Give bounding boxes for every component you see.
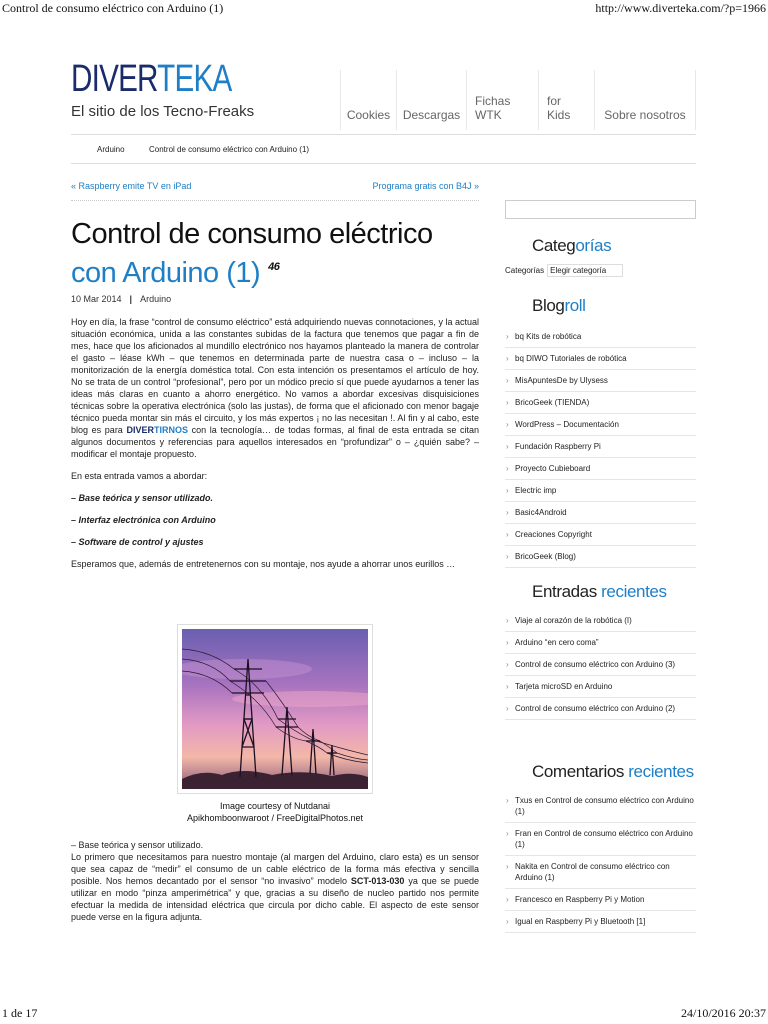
intro-text-1: Hoy en día, la frase “control de consumo eléctrico” está adquiriendo nuevas connotaciones, y la actual situación económica, unida a las constantes subidas de la factura que tenemos que pagar a fin de mes, hace que los aficionados al mundillo electrónico nos hayamos planteado la manera de controlar el gasto – léase kWh – que tenemos en determinada parte de nuestra casa o – incluso – la monitorización de la energía doméstica total. Con esta intención os presentamos el artículo de hoy. No se trata de un control “profesional”, pero por un módico precio sí que puede ayudarnos a tener las ideas más claras en cuanto a ahorro energético. No vamos a abordar excesivas disquisiciones técnicas sobre la operativa electrónica (solo las justas), de forma que el aficionado con menor bagaje técnico pueda montar sin más el circuito, y los más expertos ¡ no las necesitan !. Al fin y al cabo, este blog es para: [71, 317, 479, 435]
blogroll-item[interactable]: › bq Kits de robótica: [505, 326, 696, 348]
post-meta: [71, 294, 171, 304]
power-lines-sunset-image: [182, 629, 368, 789]
nav-item-descargas[interactable]: Descargas: [397, 70, 467, 130]
recent-post-item[interactable]: › Viaje al corazón de la robótica (I): [505, 610, 696, 632]
recent-post-item[interactable]: › Control de consumo eléctrico con Arduino (2): [505, 698, 696, 720]
print-footer: [0, 1004, 768, 1024]
post-body: [71, 316, 479, 570]
blogroll-item[interactable]: › Basic4Android: [505, 502, 696, 524]
recent-comments-list: [505, 790, 696, 933]
next-post-link[interactable]: Programa gratis con B4J »: [372, 181, 479, 191]
recent-comment-item[interactable]: › Fran en Control de consumo eléctrico con Arduino (1): [505, 823, 696, 856]
recent-comment-item[interactable]: › Nakita en Control de consumo eléctrico con Arduino (1): [505, 856, 696, 889]
post-body-section: [71, 839, 479, 923]
post-title: [71, 218, 471, 290]
prev-post-link[interactable]: « Raspberry emite TV en iPad: [71, 181, 192, 191]
print-page-number: 1 de 17: [2, 1006, 38, 1020]
section-text-1: Lo primero que necesitamos para nuestro montaje (al margen del Arduino, claro esta) es un sensor que sea capaz de “medir” el consumo de un cable eléctrico de la forma más efectiva y sencilla posible. Nos hemos decantado por el sensor “no invasivo” modelo: [71, 852, 479, 886]
blogroll-item[interactable]: › MisApuntesDe by Ulysess: [505, 370, 696, 392]
topic-3: – Software de control y ajustes: [71, 537, 204, 547]
print-url: http://www.diverteka.com/?p=1966: [595, 1, 766, 15]
recent-comments-title-b: recientes: [628, 762, 694, 781]
categories-title: [532, 236, 611, 256]
meta-separator: |: [129, 294, 133, 304]
recent-posts-list: [505, 610, 696, 720]
intro-text-2: con la tecnología… de todas formas, al final de esta entrada se citan algunos documentos y referencias para aquellos interesados en “profundizar” o – ¿quién sabe? – modificar el montaje propuesto.: [71, 425, 479, 459]
site-tagline: El sitio de los Tecno-Freaks: [71, 103, 255, 120]
blogroll-item[interactable]: › Electric imp: [505, 480, 696, 502]
blogroll-item[interactable]: › Proyecto Cubieboard: [505, 458, 696, 480]
sensor-model: SCT-013-030: [350, 876, 405, 886]
print-datetime: 24/10/2016 20:37: [680, 1006, 766, 1020]
recent-comment-item[interactable]: › Igual en Raspberry Pi y Bluetooth [1]: [505, 911, 696, 933]
blogroll-list: [505, 326, 696, 568]
categories-title-a: Categ: [532, 236, 576, 255]
nav-item-for-kids[interactable]: for Kids: [539, 70, 595, 130]
divider: [71, 200, 479, 201]
post-title-part-b: con Arduino (1): [71, 257, 261, 289]
blogroll-title: [532, 296, 586, 316]
main-nav: [340, 70, 696, 130]
categories-select[interactable]: Elegir categoría: [547, 264, 623, 277]
post-date: 10 Mar 2014: [71, 294, 122, 304]
print-header: [0, 0, 768, 18]
nav-item-cookies[interactable]: Cookies: [341, 70, 397, 130]
caption-line-2: Apikhomboonwaroot / FreeDigitalPhotos.net: [186, 813, 364, 823]
breadcrumb-current: Control de consumo eléctrico con Arduino (1): [149, 145, 310, 154]
blogroll-item[interactable]: › bq DIWO Tutoriales de robótica: [505, 348, 696, 370]
recent-posts-title-b: recientes: [601, 582, 667, 601]
closing-paragraph: Esperamos que, además de entretenernos con su montaje, nos ayude a ahorrar unos eurillos …: [71, 559, 456, 569]
recent-post-item[interactable]: › Control de consumo eléctrico con Arduino (3): [505, 654, 696, 676]
post-category[interactable]: Arduino: [140, 294, 172, 304]
logo-text-b: TEKA: [157, 58, 232, 100]
print-title: Control de consumo eléctrico con Arduino (1): [2, 1, 224, 15]
recent-comments-title: [532, 762, 694, 782]
caption-line-1: Image courtesy of Nutdanai: [219, 801, 331, 811]
image-caption: [71, 800, 479, 824]
blogroll-item[interactable]: › Creaciones Copyright: [505, 524, 696, 546]
recent-posts-title: [532, 582, 667, 602]
nav-item-fichas-wtk[interactable]: Fichas WTK: [467, 70, 539, 130]
section-title: – Base teórica y sensor utilizado.: [71, 840, 204, 850]
logo-text-a: DIVER: [71, 58, 158, 100]
section-text-2: ya que se puede utilizar en modo “pinza amperimétrica” y que, gracias a su diseño de nucleo partido nos permite efectuar la medida de intensidad eléctrica que circula por dicho cable. El aspecto de este sensor puede verse en la figura adjunta.: [71, 876, 479, 922]
blogroll-title-a: Blog: [532, 296, 565, 315]
blogroll-item[interactable]: › Fundación Raspberry Pi: [505, 436, 696, 458]
site-logo[interactable]: [71, 58, 231, 101]
categories-label: Categorías: [505, 266, 545, 275]
categories-title-b: orías: [575, 236, 612, 255]
breadcrumb: [71, 134, 696, 164]
list-intro: En esta entrada vamos a abordar:: [71, 471, 208, 481]
recent-comment-item[interactable]: › Francesco en Raspberry Pi y Motion: [505, 889, 696, 911]
brand-text-a: DIVER: [126, 425, 154, 435]
intro-paragraph: [71, 316, 479, 460]
recent-comments-title-a: Comentarios: [532, 762, 629, 781]
nav-item-sobre-nosotros[interactable]: Sobre nosotros: [595, 70, 696, 130]
recent-post-item[interactable]: › Tarjeta microSD en Arduino: [505, 676, 696, 698]
post-title-part-a: Control de consumo eléctrico: [71, 218, 433, 250]
post-image: [177, 624, 373, 794]
categories-widget: [505, 264, 623, 277]
recent-posts-title-a: Entradas: [532, 582, 602, 601]
blogroll-title-b: roll: [564, 296, 586, 315]
topic-1: – Base teórica y sensor utilizado.: [71, 493, 214, 503]
search-input[interactable]: [505, 200, 696, 219]
recent-comment-item[interactable]: › Txus en Control de consumo eléctrico con Arduino (1): [505, 790, 696, 823]
blogroll-item[interactable]: › WordPress – Documentación: [505, 414, 696, 436]
recent-post-item[interactable]: › Arduino “en cero coma”: [505, 632, 696, 654]
section-paragraph: [71, 851, 479, 923]
blogroll-item[interactable]: › BricoGeek (Blog): [505, 546, 696, 568]
blogroll-item[interactable]: › BricoGeek (TIENDA): [505, 392, 696, 414]
brand-text-b: TIRNOS: [153, 425, 188, 435]
breadcrumb-category[interactable]: Arduino: [97, 145, 125, 154]
comment-count[interactable]: 46: [268, 261, 280, 273]
topic-2: – Interfaz electrónica con Arduino: [71, 515, 216, 525]
